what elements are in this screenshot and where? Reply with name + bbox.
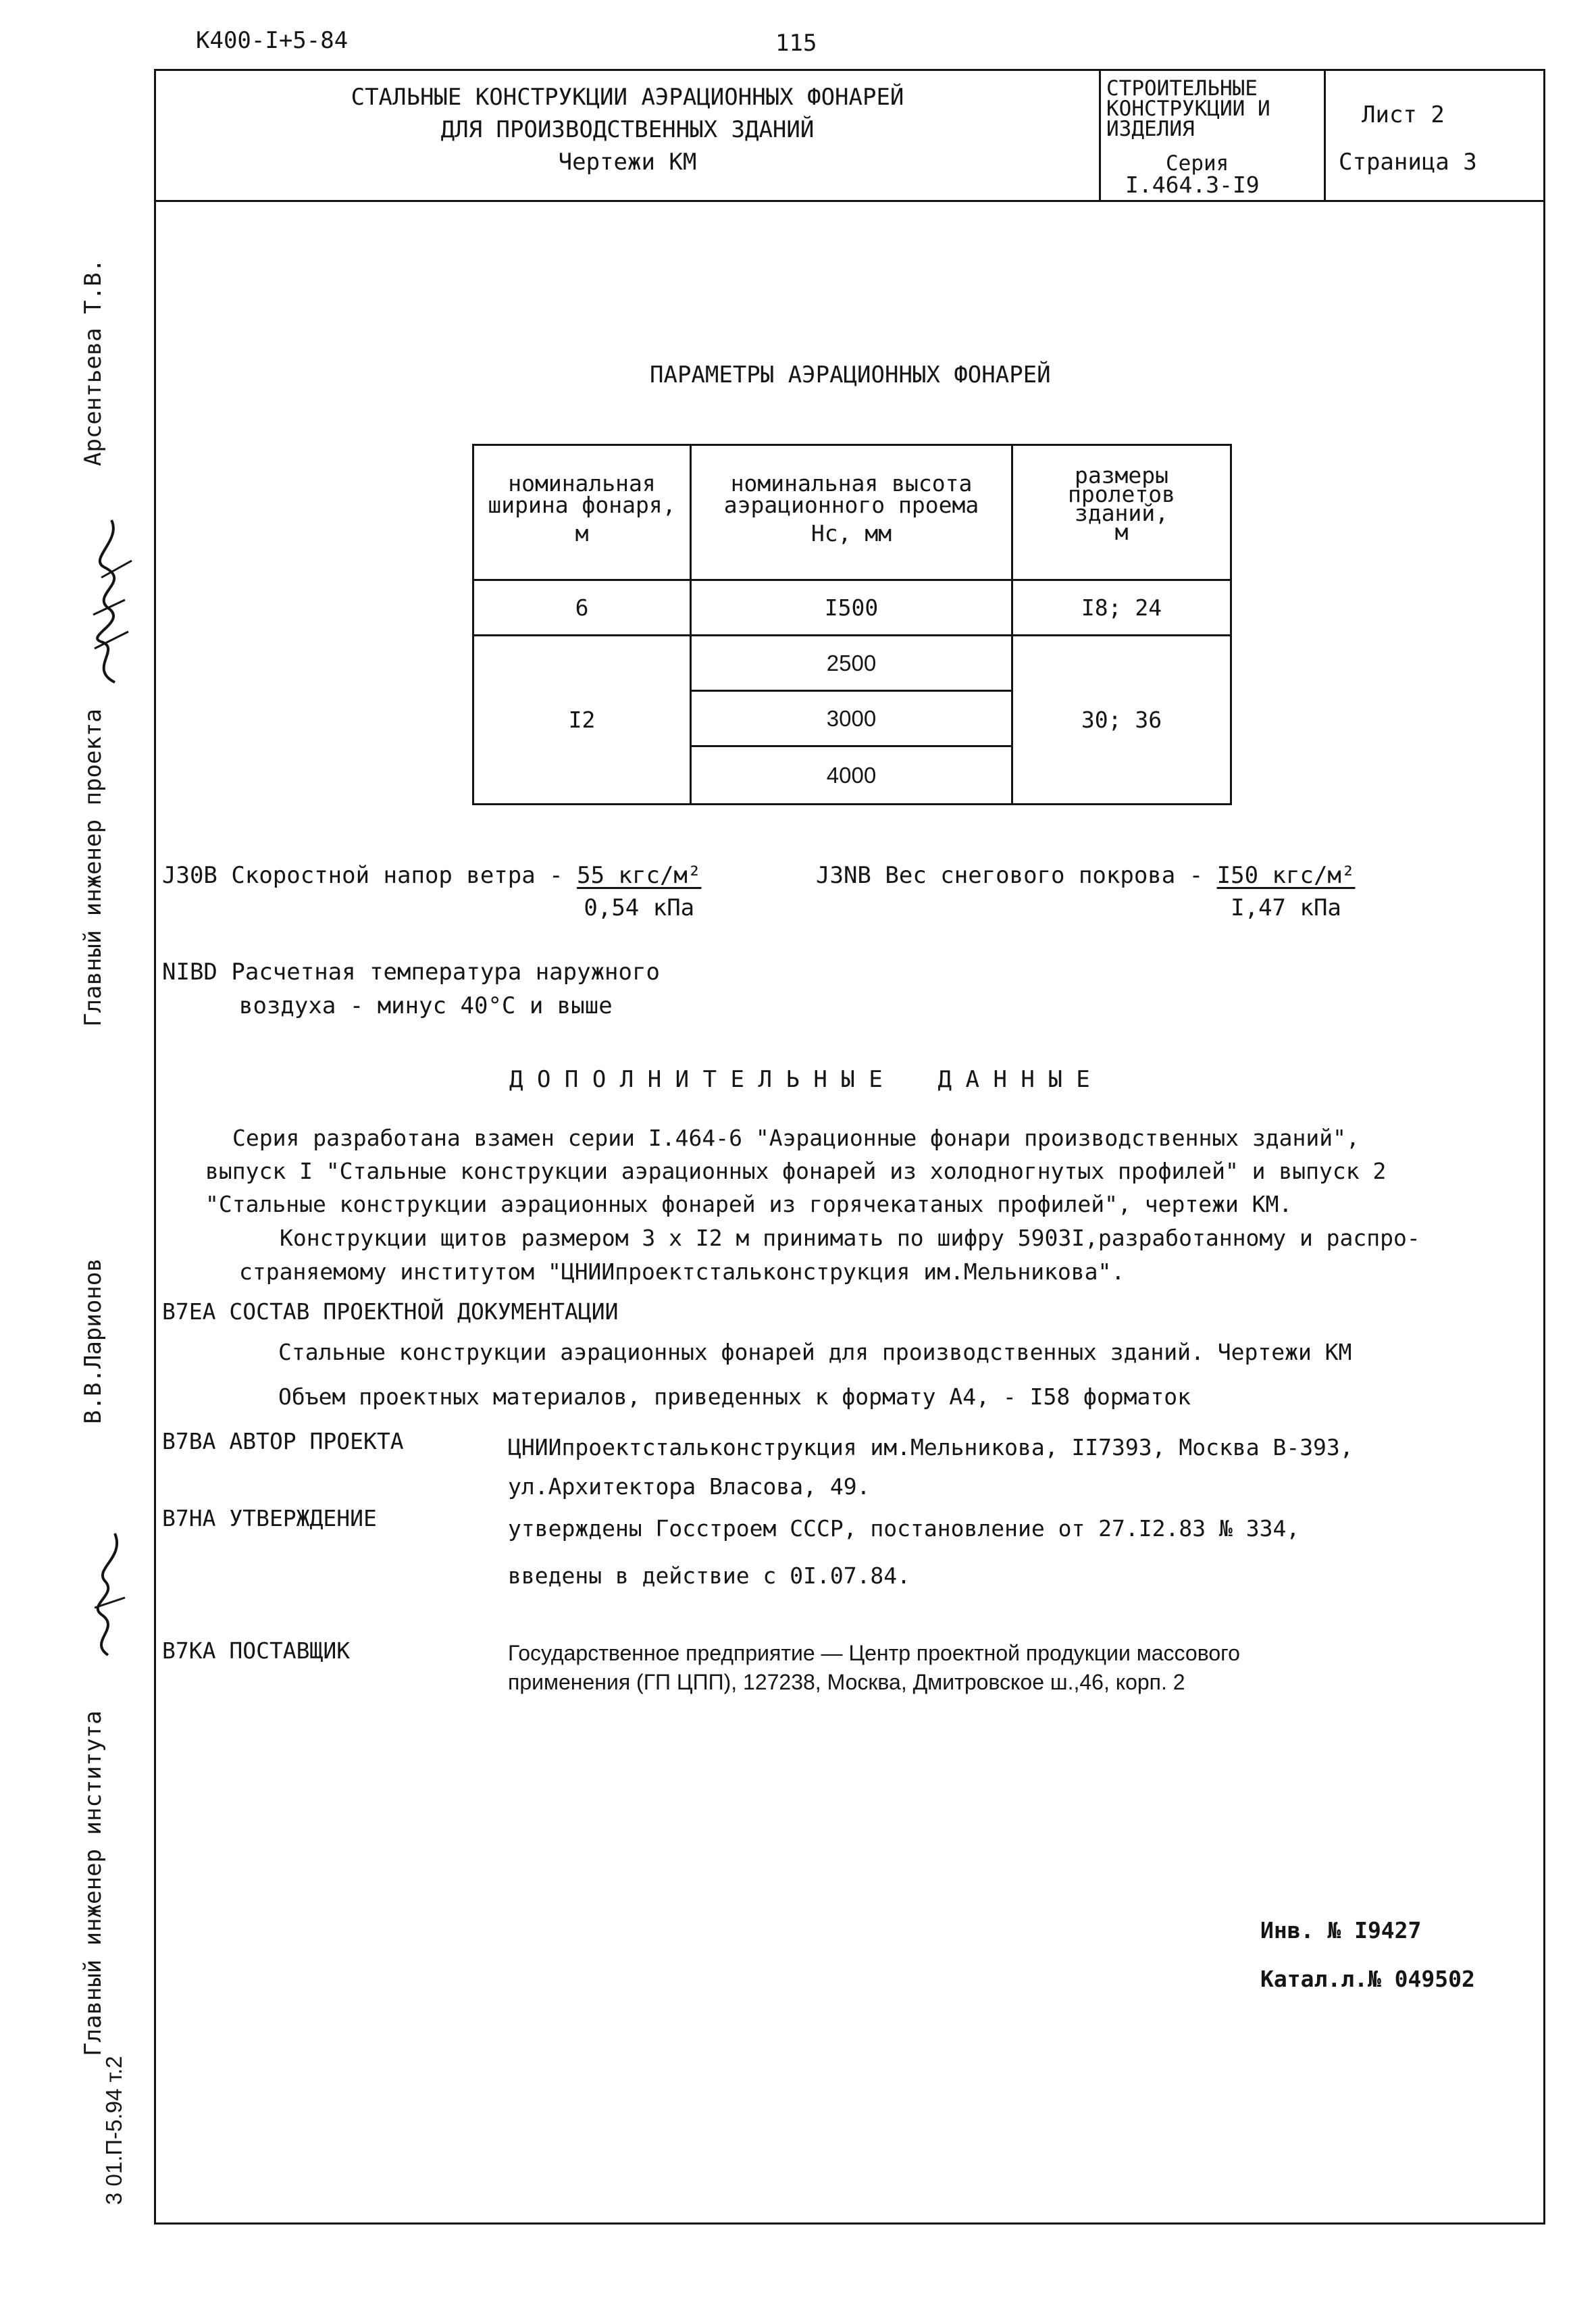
parameters-table <box>472 444 1232 805</box>
header-width: номинальная ширина фонаря, м <box>473 445 691 580</box>
chief-institute-engineer-name: В.В.Ларионов <box>80 1258 107 1424</box>
category-line-1: СТРОИТЕЛЬНЫЕ <box>1106 76 1258 101</box>
temp-line-2: воздуха - минус 40°С и выше <box>239 992 613 1019</box>
inventory-number: Инв. № I9427 <box>1260 1917 1422 1943</box>
table-header-row <box>473 445 1231 580</box>
category-line-2: КОНСТРУКЦИИ И <box>1106 97 1270 121</box>
author-line-2: ул.Архитектора Власова, 49. <box>508 1473 871 1500</box>
snow-kpa: I,47 кПа <box>1231 894 1341 921</box>
wind-value: 55 кгс/м² <box>577 862 702 889</box>
title-line-1: СТАЛЬНЫЕ КОНСТРУКЦИИ АЭРАЦИОННЫХ ФОНАРЕЙ <box>351 84 904 111</box>
approval-value <box>508 1505 1299 1600</box>
approval-line-1: утверждены Госстроем СССР, постановление от 27.I2.83 № 334, <box>508 1515 1300 1542</box>
margin-stamp: 3 01.П-5.94 т.2 <box>101 2056 126 2205</box>
category-line-3: ИЗДЕЛИЯ <box>1106 117 1195 141</box>
title-block-title <box>156 81 1099 178</box>
frame-top <box>154 69 1545 71</box>
signature-larionov <box>81 1527 135 1662</box>
doc-code: К400-I+5-84 <box>196 27 349 54</box>
cell-spans: I8; 24 <box>1012 580 1231 636</box>
para1-line-3: "Стальные конструкции аэрационных фонарей из горячекатаных профилей", чертежи КМ. <box>205 1191 1293 1217</box>
para1-line-1: Серия разработана взамен серии I.464-6 "Аэрационные фонари производственных зданий", <box>232 1125 1360 1151</box>
cell-height: 2500 <box>691 636 1012 691</box>
supplier-line-2: применения (ГП ЦПП), 127238, Москва, Дмитровское ш.,46, корп. 2 <box>508 1670 1185 1694</box>
author-line-1: ЦНИИпроектстальконструкция им.Мельникова, II7393, Москва В-393, <box>508 1434 1354 1460</box>
wind-kpa: 0,54 кПа <box>584 894 695 921</box>
title-block-bottom <box>154 200 1545 202</box>
temperature <box>162 955 660 1023</box>
signature-arsentyeva <box>74 513 142 689</box>
page-label: Страница 3 <box>1339 149 1477 176</box>
sheet-number: Лист 2 <box>1362 101 1445 128</box>
snow-value: I50 кгс/м² <box>1216 862 1356 889</box>
wind-load <box>162 862 701 921</box>
catalog-number: Катал.л.№ 049502 <box>1260 1966 1475 1992</box>
snow-load <box>816 862 1355 921</box>
chief-institute-engineer-role: Главный инженер института <box>80 1710 107 2056</box>
para1-line-2: выпуск I "Стальные конструкции аэрационных фонарей из холодногнутых профилей" и выпуск 2 <box>205 1158 1387 1184</box>
title-block-category <box>1106 78 1270 139</box>
cell-spans: 30; 36 <box>1012 636 1231 805</box>
wind-code: J30B <box>162 862 217 889</box>
table-row <box>473 580 1231 636</box>
additional-para-1 <box>205 1121 1387 1221</box>
approval-label: B7HA УТВЕРЖДЕНИЕ <box>162 1505 377 1531</box>
cell-width: 6 <box>473 580 691 636</box>
supplier-line-1: Государственное предприятие — Центр проектной продукции массового <box>508 1641 1240 1665</box>
chief-project-engineer-role: Главный инженер проекта <box>80 709 107 1027</box>
para2-line-2: страняемому институтом "ЦНИИпроектстальконструкция им.Мельникова". <box>239 1259 1125 1285</box>
table-row <box>473 636 1231 691</box>
chief-project-engineer-name: Арсентьева Т.В. <box>80 258 107 466</box>
supplier-value <box>508 1639 1240 1697</box>
wind-fraction <box>577 862 701 921</box>
para2-line-1: Конструкции щитов размером 3 х I2 м принимать по шифру 5903I,разработанному и распро- <box>280 1225 1420 1251</box>
author-value <box>508 1428 1354 1506</box>
approval-line-2: введены в действие с 0I.07.84. <box>508 1562 911 1589</box>
composition-label: B7EA СОСТАВ ПРОЕКТНОЙ ДОКУМЕНТАЦИИ <box>162 1298 619 1325</box>
additional-para-2 <box>239 1221 1420 1289</box>
author-label: B7BA АВТОР ПРОЕКТА <box>162 1428 404 1454</box>
cell-height: I500 <box>691 580 1012 636</box>
title-line-3: Чертежи КМ <box>558 149 697 176</box>
table-title: ПАРАМЕТРЫ АЭРАЦИОННЫХ ФОНАРЕЙ <box>650 361 1051 388</box>
title-block-divider-1 <box>1099 69 1101 200</box>
composition-line-2: Объем проектных материалов, приведенных к формату А4, - I58 форматок <box>278 1383 1191 1410</box>
frame-right <box>1543 69 1545 2224</box>
wind-label: Скоростной напор ветра - <box>231 862 563 889</box>
cell-width: I2 <box>473 636 691 805</box>
cell-height: 3000 <box>691 691 1012 746</box>
composition-line-1: Стальные конструкции аэрационных фонарей для производственных зданий. Чертежи КМ <box>278 1339 1352 1365</box>
page-number: 115 <box>775 30 817 57</box>
temp-code: NIBD <box>162 959 217 986</box>
temp-line-1: Расчетная температура наружного <box>231 959 660 986</box>
title-block-divider-2 <box>1324 69 1326 200</box>
supplier-label: B7KA ПОСТАВЩИК <box>162 1637 351 1664</box>
frame-bottom <box>154 2222 1545 2225</box>
snow-code: J3NB <box>816 862 871 889</box>
series-label: Серия <box>1166 151 1229 176</box>
additional-heading: Д О П О Л Н И Т Е Л Ь Н Ы Е Д А Н Н Ы Е <box>509 1066 1090 1093</box>
snow-label: Вес снегового покрова - <box>885 862 1204 889</box>
series-value: I.464.3-I9 <box>1125 172 1260 198</box>
header-height: номинальная высота аэрационного проема Hс, мм <box>691 445 1012 580</box>
frame-left <box>154 69 156 2224</box>
cell-height: 4000 <box>691 746 1012 805</box>
title-line-2: ДЛЯ ПРОИЗВОДСТВЕННЫХ ЗДАНИЙ <box>440 116 815 143</box>
snow-fraction <box>1217 862 1356 921</box>
header-spans: размеры пролетов зданий, м <box>1012 445 1231 580</box>
